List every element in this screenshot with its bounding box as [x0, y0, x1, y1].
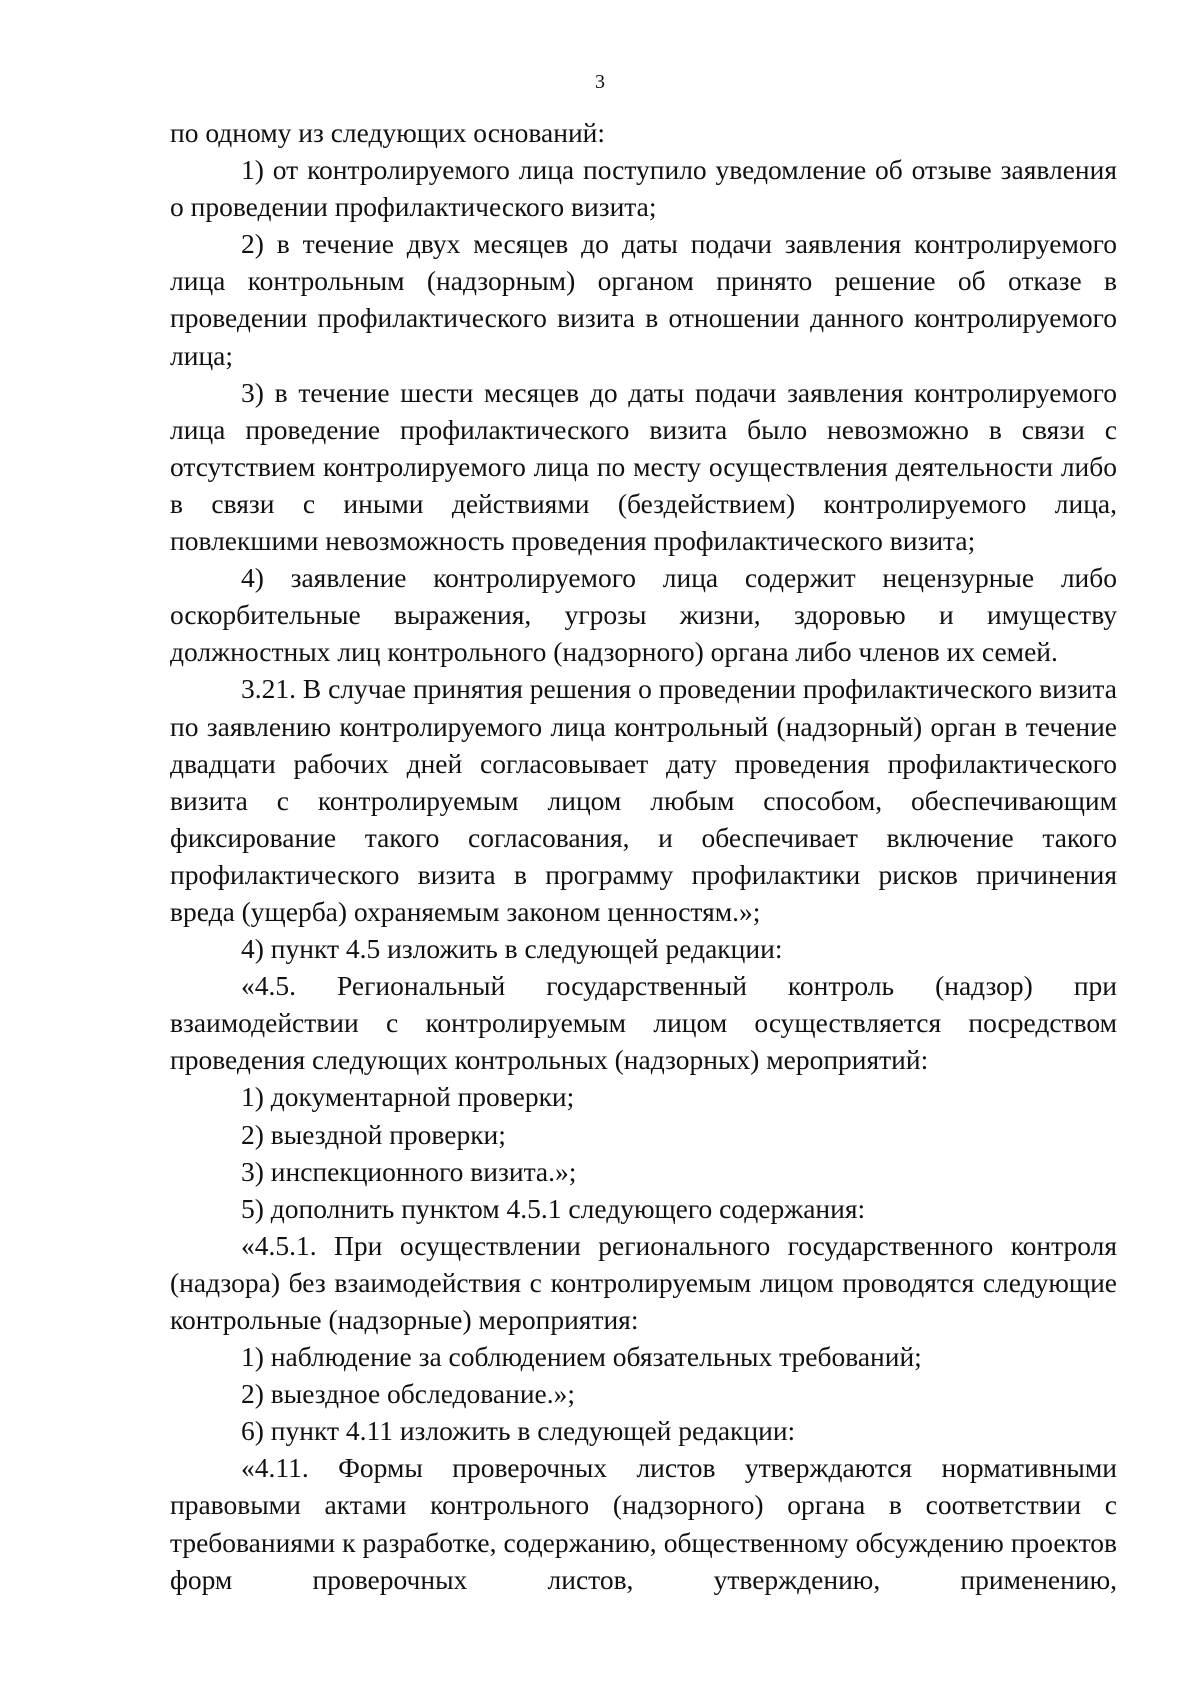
- paragraph-amendment-4: 4) пункт 4.5 изложить в следующей редакции:: [241, 933, 783, 965]
- paragraph-ground-2: 2) в течение двух месяцев до даты подачи заявления контролируемого лица контрольным (надзорным) органом принято решение об отказе в проведении профилактического визита в отношении данного контролируемого лица;: [170, 228, 1117, 371]
- paragraph-4-11: «4.11. Формы проверочных листов утверждаются нормативными правовыми актами контрольного (надзорного) органа в соответствии с требованиями к разработке, содержанию, общественному обсуждению проектов форм проверочных листов, утверждению, применению,: [170, 1452, 1117, 1595]
- paragraph-amendment-6: 6) пункт 4.11 изложить в следующей редакции:: [241, 1415, 796, 1447]
- paragraph-4-5-1: «4.5.1. При осуществлении регионального государственного контроля (надзора) без взаимодействия с контролируемым лицом проводятся следующие контрольные (надзорные) мероприятия:: [170, 1229, 1117, 1335]
- paragraph-amendment-5: 5) дополнить пунктом 4.5.1 следующего содержания:: [241, 1192, 866, 1224]
- paragraph-ground-4: 4) заявление контролируемого лица содержит нецензурные либо оскорбительные выражения, угрозы жизни, здоровью и имуществу должностных лиц контрольного (надзорного) органа либо членов их семей.: [170, 562, 1117, 668]
- paragraph-grounds-intro: по одному из следующих оснований:: [170, 117, 606, 148]
- list-item-onsite-check: 2) выездной проверки;: [241, 1118, 506, 1150]
- paragraph-ground-1: 1) от контролируемого лица поступило уведомление об отзыве заявления о проведении профилактического визита;: [170, 154, 1117, 223]
- paragraph-3-21: 3.21. В случае принятия решения о проведении профилактического визита по заявлению контролируемого лица контрольный (надзорный) орган в течение двадцати рабочих дней согласовывает дату проведения профилактического визита с контролируемым лицом любым способом, обеспечивающим фиксирование такого согласования, и обеспечивает включение такого профилактического визита в программу профилактики рисков причинения вреда (ущерба) охраняемым законом ценностям.»;: [170, 673, 1117, 927]
- paragraph-4-5: «4.5. Региональный государственный контроль (надзор) при взаимодействии с контролируемым лицом осуществляется посредством проведения следующих контрольных (надзорных) мероприятий:: [170, 970, 1117, 1076]
- list-item-documentary-check: 1) документарной проверки;: [241, 1081, 575, 1113]
- document-body: [170, 114, 1117, 1598]
- list-item-inspection-visit: 3) инспекционного визита.»;: [241, 1155, 577, 1187]
- list-item-onsite-survey: 2) выездное обследование.»;: [241, 1378, 576, 1410]
- page-number: 3: [595, 71, 605, 93]
- list-item-observation: 1) наблюдение за соблюдением обязательных требований;: [241, 1341, 922, 1373]
- paragraph-ground-3: 3) в течение шести месяцев до даты подачи заявления контролируемого лица проведение профилактического визита было невозможно в связи с отсутствием контролируемого лица по месту осуществления деятельности либо в связи с иными действиями (бездействием) контролируемого лица, повлекшими невозможность проведения профилактического визита;: [170, 376, 1117, 557]
